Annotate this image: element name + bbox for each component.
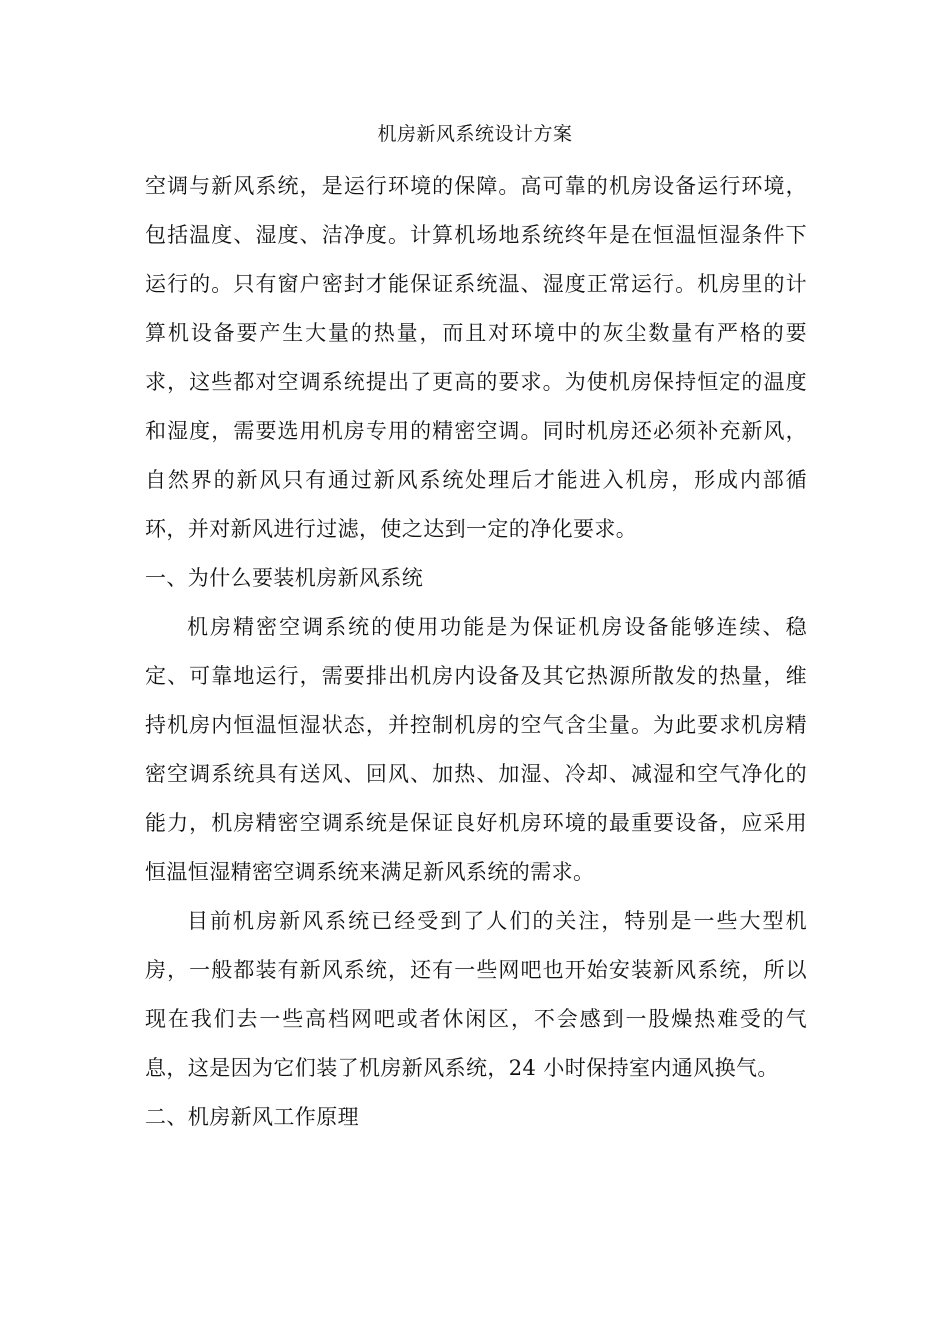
section-1-paragraph-2: 目前机房新风系统已经受到了人们的关注，特别是一些大型机房，一般都装有新风系统，还有一些网吧也开始安装新风系统，所以现在我们去一些高档网吧或者休闲区，不会感到一股燥热难受的气息，这是因为它们装了机房新风系统，24 小时保持室内通风换气。: [145, 909, 807, 1080]
document-title: 机房新风系统设计方案: [377, 123, 573, 145]
section-2-heading: 二、机房新风工作原理: [145, 1105, 359, 1129]
intro-paragraph: 空调与新风系统，是运行环境的保障。高可靠的机房设备运行环境，包括温度、湿度、洁净度。计算机场地系统终年是在恒温恒湿条件下运行的。只有窗户密封才能保证系统温、湿度正常运行。机房里的计算机设备要产生大量的热量，而且对环境中的灰尘数量有严格的要求，这些都对空调系统提出了更高的要求。为使机房保持恒定的温度和湿度，需要选用机房专用的精密空调。同时机房还必须补充新风，自然界的新风只有通过新风系统处理后才能进入机房，形成内部循环，并对新风进行过滤，使之达到一定的净化要求。: [145, 174, 807, 541]
section-1-heading: 一、为什么要装机房新风系统: [145, 566, 424, 590]
document-body: [145, 162, 807, 1142]
section-1-paragraph-1: 机房精密空调系统的使用功能是为保证机房设备能够连续、稳定、可靠地运行，需要排出机房内设备及其它热源所散发的热量，维持机房内恒温恒湿状态，并控制机房的空气含尘量。为此要求机房精密空调系统具有送风、回风、加热、加湿、冷却、减湿和空气净化的能力，机房精密空调系统是保证良好机房环境的最重要设备，应采用恒温恒湿精密空调系统来满足新风系统的需求。: [145, 615, 807, 884]
